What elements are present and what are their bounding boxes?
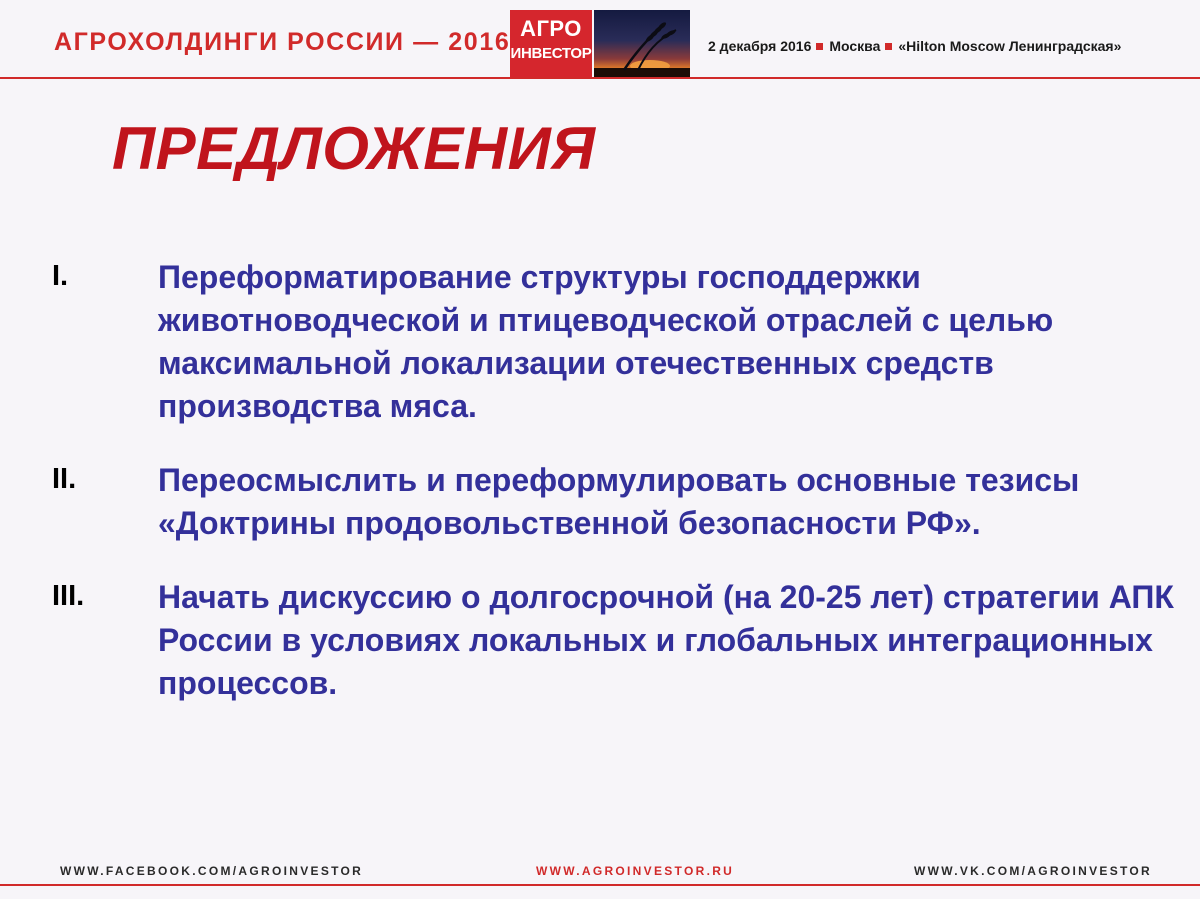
header-divider [0,77,1200,79]
item-number: II. [52,463,77,495]
slide-header [0,0,1200,80]
item-text: Переосмыслить и переформулировать основные тезисы «Доктрины продовольственной безопасности РФ». [158,462,1080,541]
item-text: Начать дискуссию о долгосрочной (на 20-25 лет) стратегии АПК России в условиях локальных и глобальных интеграционных процессов. [158,579,1174,701]
list-item [52,256,1182,428]
wheat-silhouette-icon [594,10,690,78]
list-item [52,459,1182,545]
slide-title: ПРЕДЛОЖЕНИЯ [112,115,596,182]
footer-divider [0,884,1200,886]
list-item [52,576,1182,705]
conference-title: АГРОХОЛДИНГИ РОССИИ — 2016 [54,28,511,56]
separator-square-icon [816,43,823,50]
separator-square-icon [885,43,892,50]
event-date: 2 декабря 2016 [708,38,812,54]
logo-line-1: АГРО [520,16,582,41]
event-info [708,38,1121,54]
vk-link[interactable]: WWW.VK.COM/AGROINVESTOR [914,864,1153,878]
item-text: Переформатирование структуры господдержки животноводческой и птицеводческой отраслей с целью максимальной локализации отечественных средств производства мяса. [158,259,1054,424]
wheat-sunset-image [594,10,690,78]
proposal-list [52,256,1182,736]
slide-footer [0,864,1200,884]
event-venue: «Hilton Moscow Ленинградская» [898,38,1122,54]
logo-line-2: ИНВЕСТОР [510,45,592,62]
item-number: III. [52,580,85,612]
event-city: Москва [829,38,881,54]
facebook-link[interactable]: WWW.FACEBOOK.COM/AGROINVESTOR [60,864,364,878]
website-link[interactable]: WWW.AGROINVESTOR.RU [536,864,735,878]
item-number: I. [52,260,69,292]
agroinvestor-logo [510,10,592,78]
